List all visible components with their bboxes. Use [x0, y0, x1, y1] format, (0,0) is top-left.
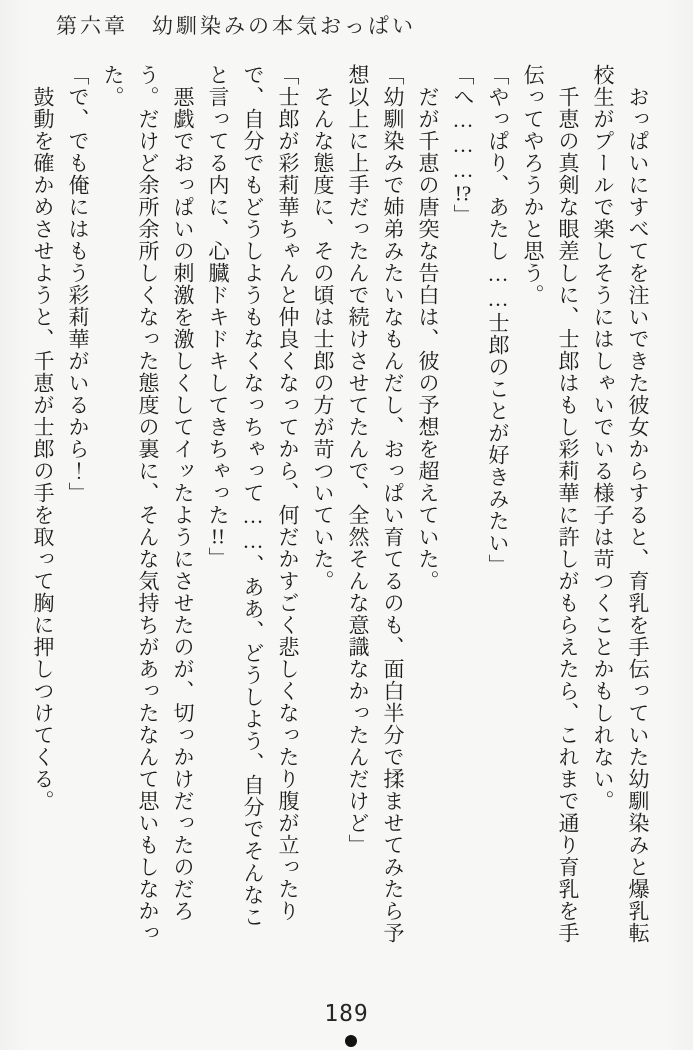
- text-run: 「へ………: [451, 64, 475, 183]
- tate-chu-yoko: !!: [211, 526, 225, 547]
- paragraph: [305, 64, 340, 948]
- paragraph: [480, 64, 515, 948]
- text-run: 」: [206, 547, 230, 569]
- body-text: [25, 64, 655, 948]
- paragraph: [200, 64, 305, 948]
- tate-chu-yoko: !?: [454, 183, 472, 204]
- text-run: 千恵の真剣な眼差しに、士郎はもし彩莉華に許しがもらえたら、これまで通り育乳を手伝ってやろうかと思う。: [521, 64, 580, 944]
- text-run: 悪戯でおっぱいの刺激を激しくしてイッたようにさせたのが、切っかけだったのだろう。だけど余所余所しくなった態度の裏に、そんな気持ちがあったなんて思いもしなかった。: [101, 64, 195, 944]
- paragraph: [95, 64, 200, 948]
- paragraph: [340, 64, 410, 948]
- chapter-header: 第六章 幼馴染みの本気おっぱい: [56, 14, 416, 38]
- page-number: 189: [324, 1001, 369, 1027]
- paragraph: [515, 64, 585, 948]
- text-run: 鼓動を確かめさせようと、千恵が士郎の手を取って胸に押しつけてくる。: [31, 86, 55, 812]
- text-run: だが千恵の唐突な告白は、彼の予想を超えていた。: [416, 86, 440, 592]
- paragraph: [410, 64, 445, 948]
- paragraph: [585, 64, 655, 948]
- text-run: 「で、でも俺にはもう彩莉華がいるから！」: [66, 64, 90, 504]
- text-run: 「幼馴染みで姉弟みたいなもんだし、おっぱい育てるのも、面白半分で揉ませてみたら予想以上に上手だったんで続けさせてたんで、全然そんな意識なかったんだけど」: [346, 64, 405, 944]
- text-run: 」: [451, 204, 475, 226]
- paragraph: [445, 64, 480, 948]
- paragraph: [60, 64, 95, 948]
- paragraph: [25, 64, 60, 948]
- text-run: 「士郎が彩莉華ちゃんと仲良くなってから、何だかすごく悲しくなったり腹が立ったりで、自分でもどうしようもなくなっちゃって……、ああ、どうしよう、自分でそんなこと言ってる内に、心臓ドキドキしてきちゃった: [206, 64, 300, 928]
- text-run: そんな態度に、その頃は士郎の方が苛ついていた。: [311, 86, 335, 592]
- text-run: おっぱいにすべてを注いできた彼女からすると、育乳を手伝っていた幼馴染みと爆乳転校生がプールで楽しそうにはしゃいでいる様子は苛つくことかもしれない。: [591, 64, 650, 944]
- footer-dot: [345, 1035, 357, 1047]
- text-run: 「やっぱり、あたし……士郎のことが好きみたい」: [486, 64, 510, 576]
